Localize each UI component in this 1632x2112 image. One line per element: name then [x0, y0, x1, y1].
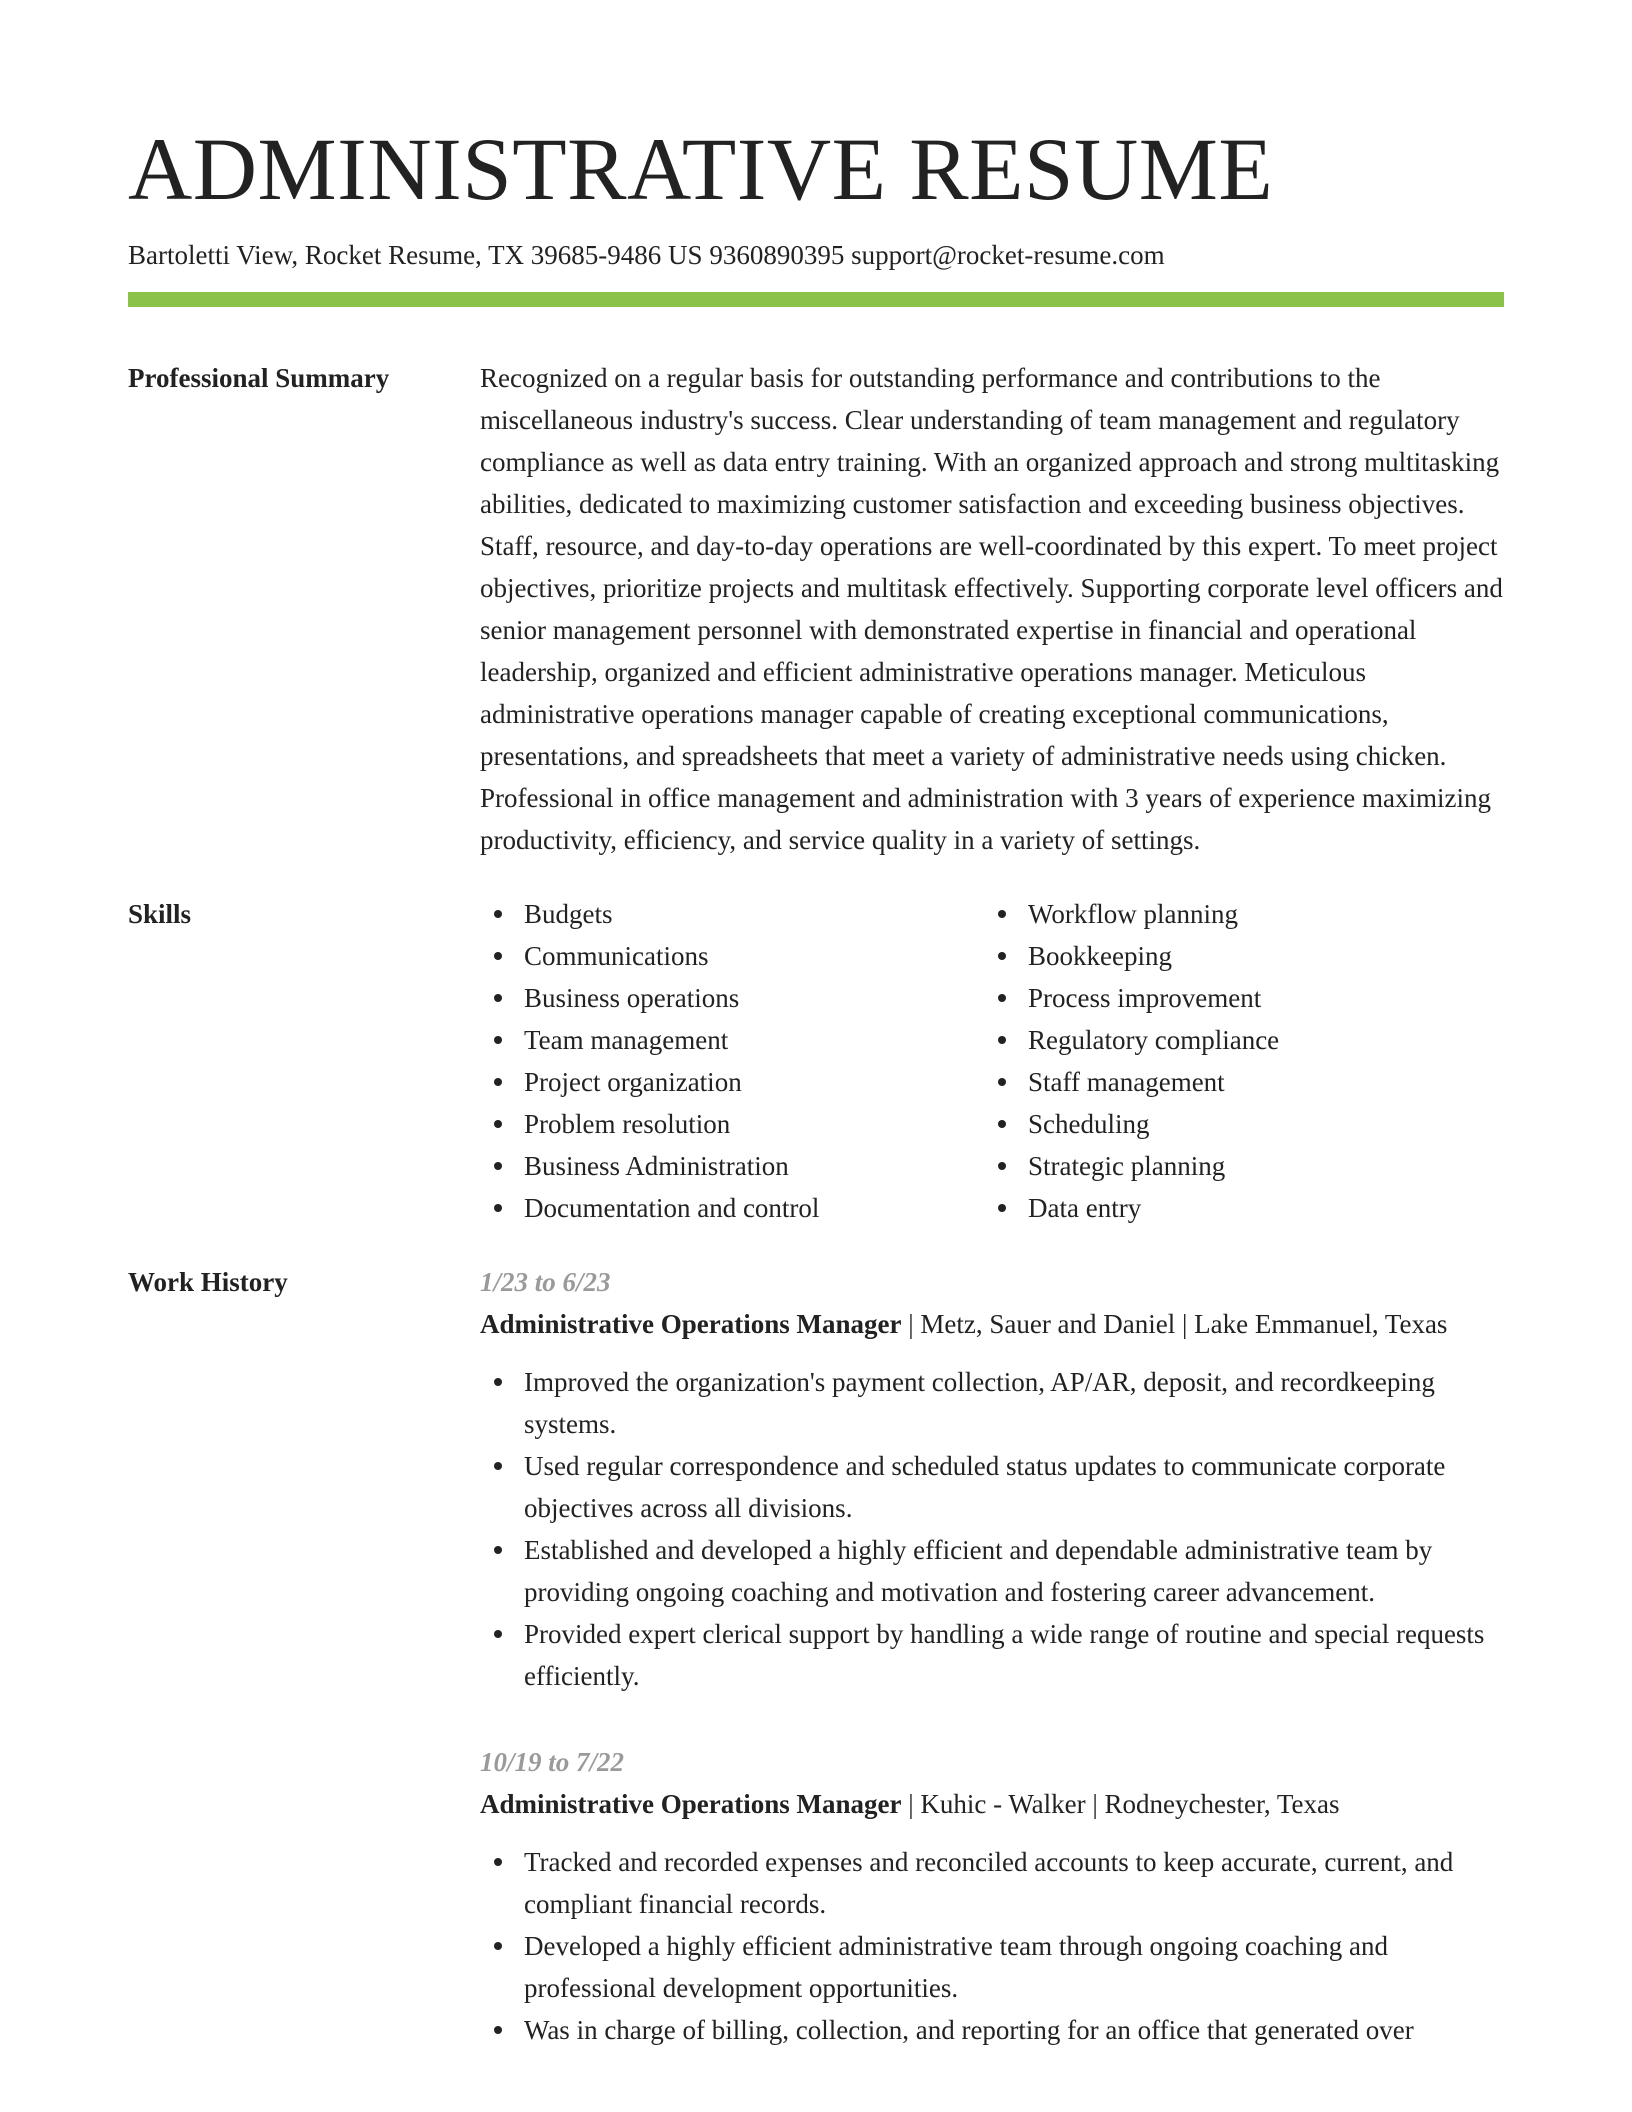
summary-text: Recognized on a regular basis for outstanding performance and contributions to the miscellaneous industry's success. Clear understanding of team management and regulatory compliance as well as data entry training. With an organized approach and strong multitasking abilities, dedicated to maximizing customer satisfaction and exceeding business objectives. Staff, resource, and day-to-day operations are well-coordinated by this expert. To meet project objectives, prioritize projects and multitask effectively. Supporting corporate level officers and senior management personnel with demonstrated expertise in financial and operational leadership, organized and efficient administrative operations manager. Meticulous administrative operations manager capable of creating exceptional communications, presentations, and spreadsheets that meet a variety of administrative needs using chicken. Professional in office management and administration with 3 years of experience maximizing productivity, efficiency, and service quality in a variety of settings.: [480, 363, 1503, 855]
job-bullet: Improved the organization's payment collection, AP/AR, deposit, and recordkeeping systems.: [480, 1361, 1504, 1445]
skills-grid: [480, 893, 1504, 1229]
skill-item: Workflow planning: [984, 893, 1488, 935]
skill-item: Scheduling: [984, 1103, 1488, 1145]
accent-divider: [128, 292, 1504, 307]
skill-item: Team management: [480, 1019, 984, 1061]
job-company-location: | Kuhic - Walker | Rodneychester, Texas: [901, 1789, 1340, 1819]
job-dates: 1/23 to 6/23: [480, 1267, 611, 1297]
job-bullet: Provided expert clerical support by handling a wide range of routine and special requests efficiently.: [480, 1613, 1504, 1697]
job-bullet: Was in charge of billing, collection, and reporting for an office that generated over: [480, 2009, 1504, 2051]
job-bullet: Used regular correspondence and scheduled status updates to communicate corporate objectives across all divisions.: [480, 1445, 1504, 1529]
job-bullet: Tracked and recorded expenses and reconciled accounts to keep accurate, current, and compliant financial records.: [480, 1841, 1504, 1925]
job-heading: [480, 1783, 1504, 1825]
job-dates: 10/19 to 7/22: [480, 1747, 625, 1777]
job-bullet: Developed a highly efficient administrative team through ongoing coaching and professional development opportunities.: [480, 1925, 1504, 2009]
job-entry: [480, 1741, 1504, 2051]
skill-item: Bookkeeping: [984, 935, 1488, 977]
skill-item: Process improvement: [984, 977, 1488, 1019]
skill-item: Data entry: [984, 1187, 1488, 1229]
section-label-work-history: Work History: [128, 1267, 288, 1297]
skill-item: Regulatory compliance: [984, 1019, 1488, 1061]
skills-list-left: [480, 893, 984, 1229]
contact-line: Bartoletti View, Rocket Resume, TX 39685-9486 US 9360890395 support@rocket-resume.com: [128, 240, 1165, 270]
section-label-summary: Professional Summary: [128, 363, 390, 393]
skill-item: Business Administration: [480, 1145, 984, 1187]
skill-item: Communications: [480, 935, 984, 977]
skill-item: Staff management: [984, 1061, 1488, 1103]
resume-page: [128, 0, 1504, 2095]
work-history-section: [128, 1261, 1504, 2095]
job-bullets: [480, 1361, 1504, 1697]
resume-title: ADMINISTRATIVE RESUME: [128, 121, 1274, 219]
skills-list-right: [984, 893, 1488, 1229]
job-bullets: [480, 1841, 1504, 2051]
job-title: Administrative Operations Manager: [480, 1309, 902, 1339]
job-company-location: | Metz, Sauer and Daniel | Lake Emmanuel, Texas: [901, 1309, 1448, 1339]
skill-item: Strategic planning: [984, 1145, 1488, 1187]
job-title: Administrative Operations Manager: [480, 1789, 902, 1819]
job-bullet: Established and developed a highly efficient and dependable administrative team by providing ongoing coaching and motivation and fostering career advancement.: [480, 1529, 1504, 1613]
professional-summary-section: [128, 357, 1504, 861]
skill-item: Problem resolution: [480, 1103, 984, 1145]
job-entry: [480, 1261, 1504, 1697]
job-heading: [480, 1303, 1504, 1345]
skill-item: Business operations: [480, 977, 984, 1019]
skill-item: Budgets: [480, 893, 984, 935]
skill-item: Documentation and control: [480, 1187, 984, 1229]
skill-item: Project organization: [480, 1061, 984, 1103]
skills-section: [128, 893, 1504, 1229]
section-label-skills: Skills: [128, 899, 192, 929]
